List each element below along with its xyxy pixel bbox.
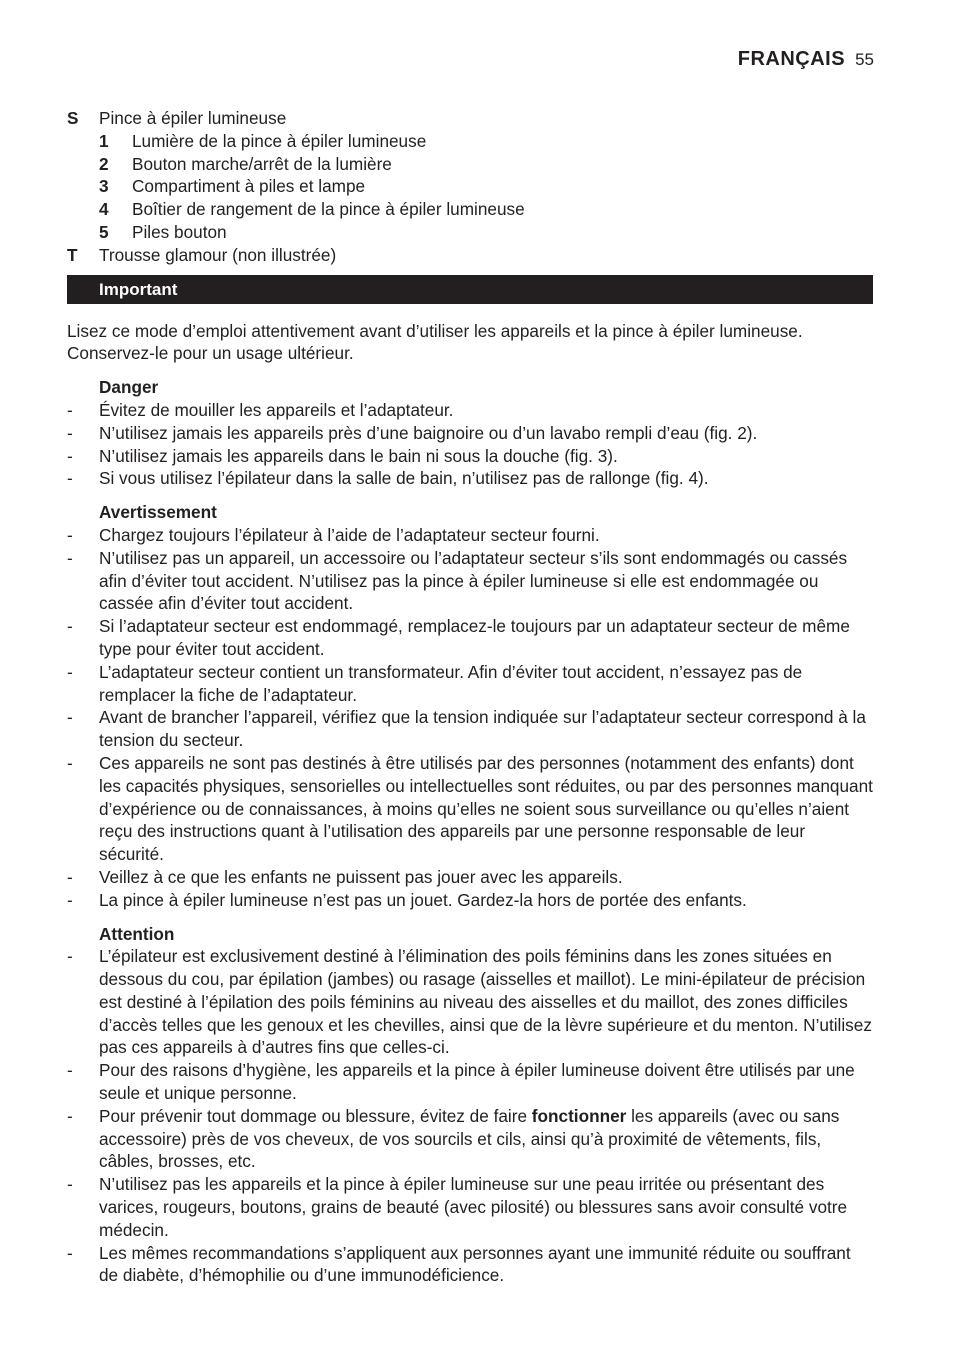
text-segment: les appareils (avec ou sans accessoire) près de vos cheveux, de vos sourcils et cils, ainsi qu’à proximité de vêtements, fils, câbles, brosses, etc. (99, 1105, 840, 1172)
part-key: S (67, 108, 79, 128)
part-key: T (67, 244, 78, 265)
dash-marker: - (67, 707, 73, 728)
list-item (67, 661, 873, 707)
dash-marker: - (67, 422, 73, 443)
list-item-text: N’utilisez jamais les appareils dans le bain ni sous la douche (fig. 3). (99, 445, 618, 466)
part-label: Piles bouton (132, 221, 227, 242)
part-key: 4 (99, 199, 109, 220)
dash-marker: - (67, 1060, 73, 1081)
page-content (67, 107, 873, 1287)
list-item-text: Si vous utilisez l’épilateur dans la salle de bain, n’utilisez pas de rallonge (fig. 4). (99, 468, 709, 489)
bold-word: fonctionner (531, 1105, 627, 1126)
list-item (67, 445, 873, 468)
list-item-text: N’utilisez jamais les appareils près d’une baignoire ou d’un lavabo rempli d’eau (fig. 2). (99, 422, 758, 443)
part-key: 1 (99, 130, 109, 151)
list-item (67, 706, 873, 752)
dash-marker: - (67, 445, 73, 466)
danger-list (67, 399, 873, 490)
dash-marker: - (67, 547, 73, 568)
list-item (67, 221, 873, 244)
list-item-text: L’épilateur est exclusivement destiné à l’élimination des poils féminins dans les zones situées en dessous du cou, par épilation (jambes) ou rasage (aisselles et maillot). Le mini-épilateur de précision est destiné à l’épilation des poils féminins au niveau des aisselles et du maillot, des zones difficiles d’accès telles que les genoux et les chevilles, ainsi que de la lèvre supérieure et du menton. N’utilisez pas ces appareils à d’autres fins que celles-ci. (99, 946, 872, 1058)
list-item (67, 752, 873, 866)
list-item-text (99, 1105, 873, 1173)
dash-marker: - (67, 616, 73, 637)
list-item (67, 107, 873, 130)
part-key: 3 (99, 176, 109, 197)
part-label: Trousse glamour (non illustrée) (99, 244, 337, 265)
list-item (67, 889, 873, 912)
avertissement-heading: Avertissement (99, 502, 217, 523)
part-key: 5 (99, 221, 109, 242)
parts-list (67, 107, 873, 267)
list-item (67, 198, 873, 221)
list-item-text: Les mêmes recommandations s’appliquent aux personnes ayant une immunité réduite ou souffrant de diabète, d’hémophilie ou d’une immunodéficience. (99, 1242, 851, 1286)
avertissement-list (67, 524, 873, 912)
list-item-text: Avant de brancher l’appareil, vérifiez que la tension indiquée sur l’adaptateur secteur correspond à la tension du secteur. (99, 707, 866, 751)
list-item (67, 467, 873, 490)
list-item-text: Si l’adaptateur secteur est endommagé, remplacez-le toujours par un adaptateur secteur de même type pour éviter tout accident. (99, 616, 850, 659)
dash-marker: - (67, 946, 73, 967)
dash-marker: - (67, 399, 73, 420)
list-item (67, 866, 873, 889)
dash-marker: - (67, 1105, 73, 1126)
dash-marker: - (67, 1242, 73, 1263)
list-item-text: Pour des raisons d’hygiène, les appareils et la pince à épiler lumineuse doivent être utilisés par une seule et unique personne. (99, 1060, 855, 1104)
list-item (67, 130, 873, 153)
list-item (67, 1242, 873, 1288)
text-segment: Pour prévenir tout dommage ou blessure, évitez de faire (99, 1105, 532, 1126)
list-item-text: N’utilisez pas un appareil, un accessoire ou l’adaptateur secteur s’ils sont endommagés ou cassés afin d’éviter tout accident. N’utilisez pas la pince à épiler lumineuse si elle est endommagée ou cassée afin d’éviter tout accident. (99, 547, 848, 614)
list-item (67, 175, 873, 198)
dash-marker: - (67, 468, 73, 489)
page-number: 55 (855, 50, 874, 69)
list-item (67, 1173, 873, 1241)
list-item (67, 547, 873, 615)
page-header (738, 48, 874, 71)
language-label: FRANÇAIS (737, 48, 846, 70)
dash-marker: - (67, 1174, 73, 1195)
attention-heading: Attention (99, 923, 175, 944)
danger-heading: Danger (99, 377, 159, 398)
list-item (67, 399, 873, 422)
list-item-text: Ces appareils ne sont pas destinés à être utilisés par des personnes (notamment des enfants) dont les capacités physiques, sensorielles ou intellectuelles sont réduites, ou par des personnes manquant d’expérience ou de connaissances, à moins qu’elles ne soient sous surveillance ou qu’elles n’aient reçu des instructions quant à l’utilisation des appareils par une personne responsable de leur sécurité. (99, 752, 873, 865)
part-label: Boîtier de rangement de la pince à épiler lumineuse (132, 199, 525, 220)
part-key: 2 (99, 153, 109, 174)
part-label: Pince à épiler lumineuse (99, 108, 287, 128)
dash-marker: - (67, 889, 73, 910)
important-intro: Lisez ce mode d’emploi attentivement avant d’utiliser les appareils et la pince à épiler lumineuse. Conservez-le pour un usage ultérieur. (67, 320, 803, 364)
list-item-text: La pince à épiler lumineuse n’est pas un jouet. Gardez-la hors de portée des enfants. (99, 889, 747, 910)
list-item (67, 615, 873, 661)
list-item (67, 1059, 873, 1105)
list-item (67, 244, 873, 267)
part-label: Bouton marche/arrêt de la lumière (132, 153, 392, 174)
dash-marker: - (67, 661, 73, 682)
list-item-text: L’adaptateur secteur contient un transformateur. Afin d’éviter tout accident, n’essayez pas de remplacer la fiche de l’adaptateur. (99, 661, 803, 705)
list-item (67, 524, 873, 547)
dash-marker: - (67, 752, 73, 773)
list-item-text: Évitez de mouiller les appareils et l’adaptateur. (99, 399, 454, 420)
part-label: Lumière de la pince à épiler lumineuse (132, 130, 427, 151)
list-item (67, 945, 873, 1059)
list-item (67, 153, 873, 176)
list-item-text: Veillez à ce que les enfants ne puissent pas jouer avec les appareils. (99, 866, 623, 887)
dash-marker: - (67, 524, 73, 545)
list-item-text: N’utilisez pas les appareils et la pince à épiler lumineuse sur une peau irritée ou présentant des varices, rougeurs, boutons, grains de beauté (avec pilosité) ou blessures sans avoir consulté votre médecin. (99, 1174, 848, 1240)
list-item (67, 1105, 873, 1173)
list-item-text: Chargez toujours l’épilateur à l’aide de l’adaptateur secteur fourni. (99, 524, 600, 545)
list-item (67, 422, 873, 445)
part-label: Compartiment à piles et lampe (132, 176, 366, 197)
attention-list (67, 945, 873, 1287)
section-heading-important: Important (67, 275, 873, 304)
dash-marker: - (67, 866, 73, 887)
